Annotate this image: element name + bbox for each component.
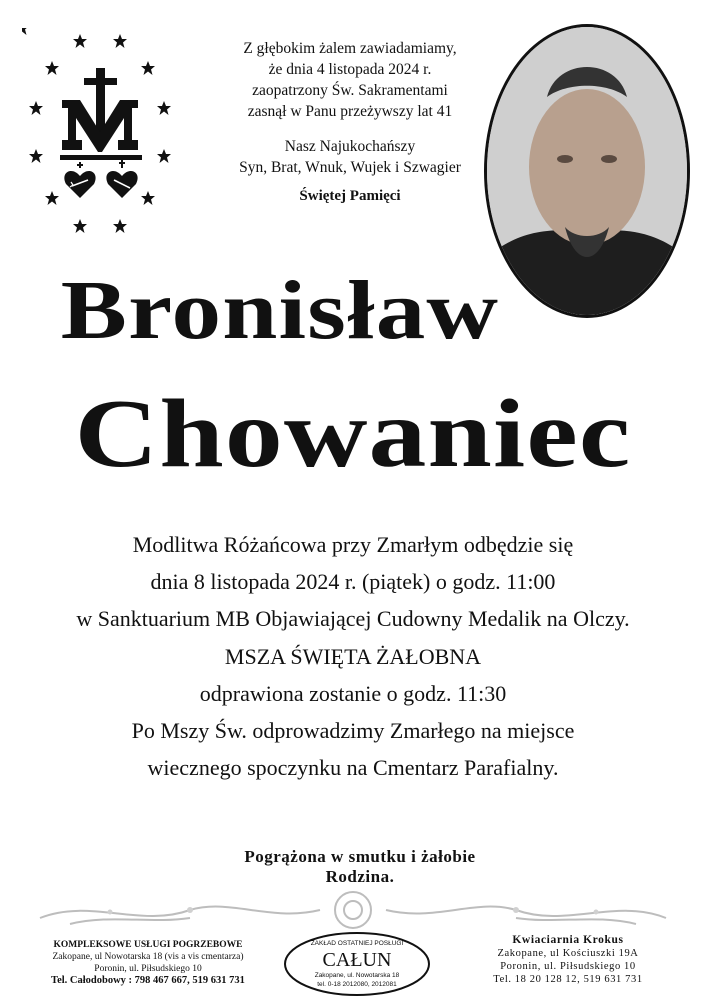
logo-address: Zakopane, ul. Nowotarska 18 [314,972,400,979]
funeral-home-address: Zakopane, ul Nowotarska 18 (vis a vis cmentarza) [52,952,244,962]
deceased-last-name: Chowaniec [74,380,632,488]
intro-line: zaopatrzony Św. Sakramentami [252,82,448,99]
mourners-family: Rodzina. [325,867,395,886]
announcement-intro [200,38,500,207]
ceremony-line: wiecznego spoczynku na Cmentarz Parafialny. [147,755,559,781]
ceremony-line: dnia 8 listopada 2024 r. (piątek) o godz. 11:00 [150,569,556,595]
florist-phone: Tel. 18 20 128 12, 519 631 731 [493,974,643,985]
ceremony-details [20,526,686,786]
ceremony-line: w Sanktuarium MB Objawiającej Cudowny Medalik na Olczy. [76,606,630,632]
deceased-first-name: Bronisław [60,264,500,357]
florist-info [448,934,688,986]
florist-name: Kwiaciarnia Krokus [512,934,624,946]
family-line: Syn, Brat, Wnuk, Wujek i Szwagier [239,159,461,176]
funeral-home-phone: Tel. Całodobowy : 798 467 667, 519 631 731 [51,975,245,986]
mourners-signature [150,847,570,887]
ceremony-line: odprawiona zostanie o godz. 11:30 [199,680,507,706]
ceremony-line: Po Mszy Św. odprowadzimy Zmarłego na miejsce [131,718,575,744]
funeral-home-info [18,939,278,987]
florist-address: Zakopane, ul Kościuszki 19A [497,948,639,959]
intro-line: zasnął w Panu przeżywszy lat 41 [247,103,453,120]
funeral-home-address: Poronin, ul. Piłsudskiego 10 [94,964,202,974]
funeral-home-title: KOMPLEKSOWE USŁUGI POGRZEBOWE [53,940,243,950]
logo-name: CAŁUN [322,949,392,971]
logo-top-text: ZAKŁAD OSTATNIEJ POSŁUGI [310,940,404,947]
miraculous-medal-emblem [22,28,182,238]
holy-memory-label: Świętej Pamięci [299,188,401,204]
ceremony-line: MSZA ŚWIĘTA ŻAŁOBNA [224,643,482,669]
ceremony-line: Modlitwa Różańcowa przy Zmarłym odbędzie się [132,532,574,557]
intro-line: że dnia 4 listopada 2024 r. [268,61,432,78]
mourners-line: Pogrążona w smutku i żałobie [244,847,476,866]
intro-line: Z głębokim żalem zawiadamiamy, [243,40,457,57]
florist-address: Poronin, ul. Piłsudskiego 10 [500,961,636,972]
calun-logo [282,928,432,998]
logo-phone: tel. 0-18 2012080, 2012081 [317,981,397,988]
family-line: Nasz Najukochańszy [284,138,416,155]
